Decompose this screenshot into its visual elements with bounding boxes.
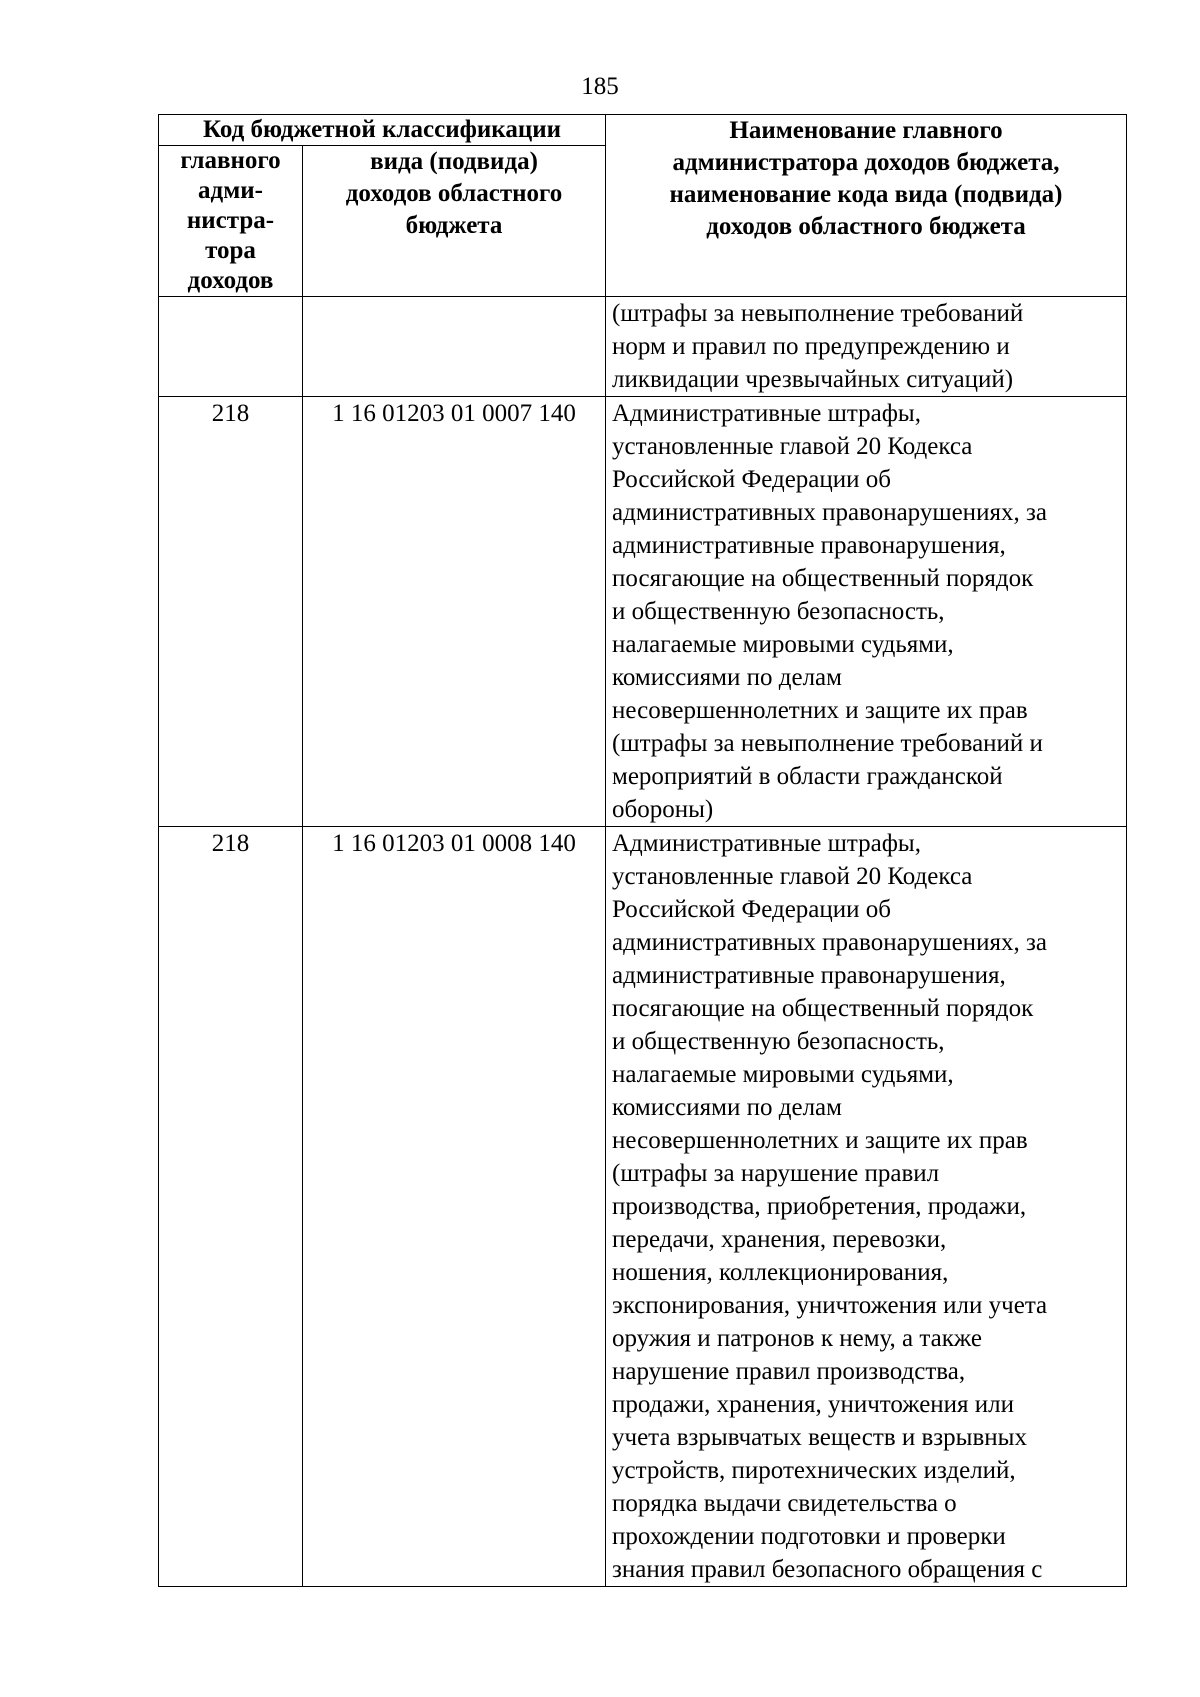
header-name-line: Наименование главного [729, 117, 1003, 144]
name-cell: Административные штрафы, установленные главой 20 Кодекса Российской Федерации об административных правонарушениях, за административные правонарушения, посягающие на общественный порядок и общественную безопасность, налагаемые мировыми судьями, комиссиями по делам несовершеннолетних и защите их прав (штрафы за нарушение правил производства, приобретения, продажи, передачи, хранения, перевозки, ношения, коллекционирования, экспонирования, уничтожения или учета оружия и патронов к нему, а также нарушение правил производства, продажи, хранения, уничтожения или учета взрывчатых веществ и взрывных устройств, пиротехнических изделий, порядка выдачи свидетельства о прохождении подготовки и проверки знания правил безопасного обращения с [606, 827, 1127, 1587]
header-kind-line: бюджета [405, 212, 503, 239]
header-admin-line: главного [180, 147, 281, 174]
header-kind-column [303, 146, 606, 297]
kind-code-cell: 1 16 01203 01 0008 140 [303, 827, 606, 1587]
header-kind-line: доходов областного [345, 180, 563, 207]
page-number: 185 [581, 73, 619, 100]
header-admin-column [159, 146, 303, 297]
table-row [159, 397, 1127, 827]
kind-code-cell [303, 297, 606, 397]
table-body [159, 297, 1127, 1587]
header-classification-code: Код бюджетной классификации [159, 115, 606, 146]
header-admin-line: тора [205, 237, 256, 264]
kind-code-cell: 1 16 01203 01 0007 140 [303, 397, 606, 827]
name-cell: Административные штрафы, установленные главой 20 Кодекса Российской Федерации об административных правонарушениях, за административные правонарушения, посягающие на общественный порядок и общественную безопасность, налагаемые мировыми судьями, комиссиями по делам несовершеннолетних и защите их прав (штрафы за невыполнение требований и мероприятий в области гражданской обороны) [606, 397, 1127, 827]
admin-code-cell: 218 [159, 827, 303, 1587]
header-admin-line: доходов [187, 267, 274, 294]
header-kind-line: вида (подвида) [370, 148, 538, 175]
budget-classification-table [158, 114, 1127, 1587]
header-name-line: наименование кода вида (подвида) [669, 181, 1063, 208]
admin-code-cell [159, 297, 303, 397]
table-header [159, 115, 1127, 297]
header-admin-line: нистра- [186, 207, 275, 234]
header-admin-line: адми- [198, 177, 263, 204]
header-name-line: доходов областного бюджета [706, 213, 1026, 240]
header-name-line: администратора доходов бюджета, [672, 149, 1060, 176]
name-cell: (штрафы за невыполнение требований норм и правил по предупреждению и ликвидации чрезвычайных ситуаций) [606, 297, 1127, 397]
table-row [159, 827, 1127, 1587]
header-row-group [159, 115, 1127, 146]
admin-code-cell: 218 [159, 397, 303, 827]
header-name-column [606, 115, 1127, 297]
table-row [159, 297, 1127, 397]
